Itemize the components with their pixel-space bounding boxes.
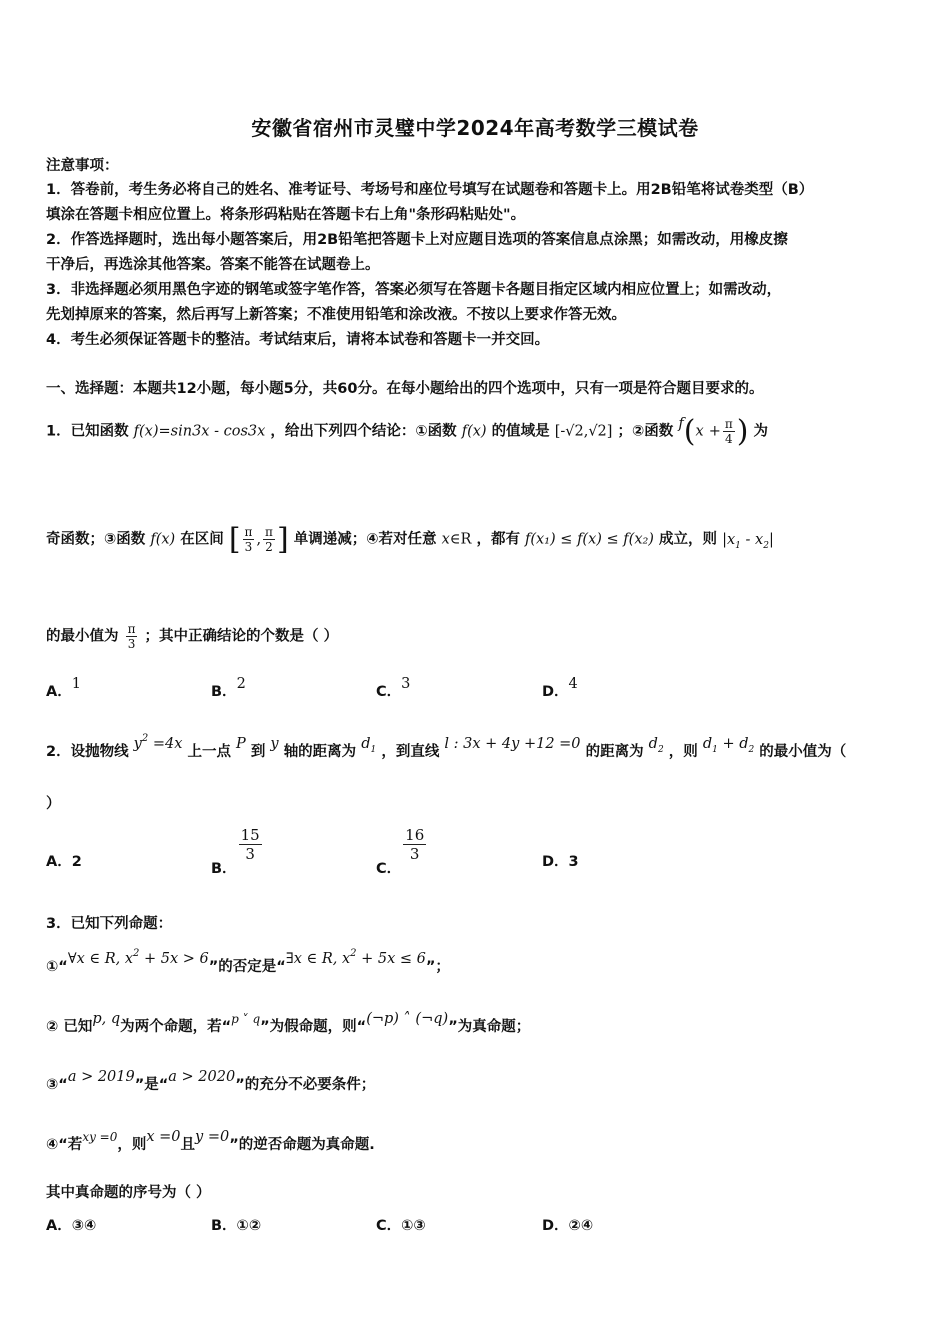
notice-line: 3．非选择题必须用黑色字迹的钢笔或签字笔作答，答案必须写在答题卡各题目指定区域内相应位置上；如需改动， [46,282,782,298]
notice-line: 2．作答选择题时，选出每小题答案后，用2B铅笔把答题卡上对应题目选项的答案信息点涂黑；如需改动，用橡皮擦 [46,232,788,248]
q3-option-d[interactable]: D．②④ [542,1218,594,1234]
q2-option-a[interactable]: A．2 [46,854,82,870]
q2-text: 到 [250,744,266,760]
q2-option-c[interactable]: C． $\frac{16}{3}$ [376,826,425,877]
q3-statement-3: ③“a > 2019”是“a > 2020”的充分不必要条件； [46,1069,376,1093]
notice-line: 填涂在答题卡相应位置上。将条形码粘贴在答题卡右上角"条形码粘贴处"。 [46,207,526,223]
q3-option-a[interactable]: A．③④ [46,1218,97,1234]
q1-option-b[interactable]: B．2 [211,676,246,700]
q3-statement-2: ② 已知p, q为两个命题，若“$^{p ˅ q}$”为假命题，则“(¬p) ˄ (¬q)”为真命题； [46,1011,531,1035]
pi-over-3: $\frac{\pi}{3}$ [244,525,253,554]
q2-line-equation: l : 3x + 4y +12 =0 [444,736,581,752]
q1-option-d[interactable]: D．4 [542,676,578,700]
q2-text: 轴的距离为 [283,744,357,760]
q2-close-paren: ） [46,796,61,812]
q1-range: [-√2,√2] [554,423,613,440]
q1-text: 奇函数；③函数 [46,531,146,548]
q2-text: 上一点 [187,744,231,760]
q1-text: 的最小值为 [46,628,119,645]
q3-ask: 其中真命题的序号为（ ） [46,1185,211,1201]
q1-text: ，给出下列四个结论：①函数 [270,423,457,440]
q2-text: 的距离为 [585,744,644,760]
q2-text: ，到直线 [381,744,440,760]
q2-text: ，则 [668,744,698,760]
q1-option-a[interactable]: A．1 [46,676,81,700]
q1-formula: f(x) [461,423,487,440]
q1-text: 1．已知函数 [46,423,129,440]
q1-text: 在区间 [180,531,224,548]
q1-inequality: f(x₁) ≤ f(x) ≤ f(x₂) [525,531,654,548]
q3-statement-1: ①“∀x ∈ R, $x^2 + 5x > 6$”的否定是“∃x ∈ R, $x^2 + 5x \le 6$”； [46,948,450,975]
q1-text: ；其中正确结论的个数是（ ） [144,628,339,645]
section-heading: 一、选择题：本题共12小题，每小题5分，共60分。在每小题给出的四个选项中，只有一项是符合题目要求的。 [46,381,764,397]
page-title: 安徽省宿州市灵璧中学2024年高考数学三模试卷 [251,116,699,140]
q2-text: 的最小值为（ [759,744,847,760]
notice-line: 4．考生必须保证答题卡的整洁。考试结束后，请将本试卷和答题卡一并交回。 [46,332,550,348]
question-2-line-1: 2．设抛物线 $y^2 =4x$ 上一点 P 到 y 轴的距离为 $d_1$ ，到直线 l : 3x + 4y +12 =0 的距离为 $d_2$ ，则 $d_1 + d_2$ 的最小值为（ [46,733,847,760]
notice-line: 1．答卷前，考生务必将自己的姓名、准考证号、考场号和座位号填写在试题卷和答题卡上。用2B铅笔将试卷类型（B） [46,182,814,198]
q1-text: ；②函数 [617,423,674,440]
question-3-intro: 3．已知下列命题： [46,916,173,932]
question-1-line-1: 1．已知函数 f(x)=sin3x - cos3x ，给出下列四个结论：①函数 f(x) 的值域是 [-√2,√2] ；②函数 f(x + $\frac{\pi}{4}$ ) 为 [46,414,769,449]
q1-text: 为 [753,423,769,440]
question-1-line-2: 奇函数；③函数 f(x) 在区间 [ $\frac{\pi}{3}$ , $\frac{\pi}{2}$ ] 单调递减；④若对任意 x∈R ，都有 f(x₁) ≤ f(x) ≤ f(x₂) 成立，则 $|x_1 - x_2|$ [46,522,774,557]
pi-over-3: $\frac{\pi}{3}$ [127,622,136,651]
q1-text: 的值域是 [491,423,550,440]
q3-option-b[interactable]: B．①② [211,1218,262,1234]
q2-option-b[interactable]: B． $\frac{15}{3}$ [211,826,260,877]
question-1-line-3 [46,622,338,651]
q1-text: 成立，则 [659,531,718,548]
q3-option-c[interactable]: C．①③ [376,1218,426,1234]
q2-text: 2．设抛物线 [46,744,129,760]
q1-text: ，都有 [476,531,520,548]
notice-line: 先划掉原来的答案，然后再写上新答案；不准使用铅笔和涂改液。不按以上要求作答无效。 [46,307,626,323]
notice-heading: 注意事项： [46,158,119,174]
q1-formula: f(x)=sin3x - cos3x [133,423,266,440]
pi-over-2: $\frac{\pi}{2}$ [265,525,273,554]
q1-option-c[interactable]: C．3 [376,676,411,700]
pi-over-4: $\frac{\pi}{4}$ [724,417,733,446]
q1-text: 单调递减；④若对任意 [293,531,437,548]
notice-line: 干净后，再选涂其他答案。答案不能答在试题卷上。 [46,257,380,273]
q3-statement-4: ④“若$^{xy =0}$，则x =0且y =0”的逆否命题为真命题. [46,1129,375,1153]
q2-option-d[interactable]: D．3 [542,854,579,870]
